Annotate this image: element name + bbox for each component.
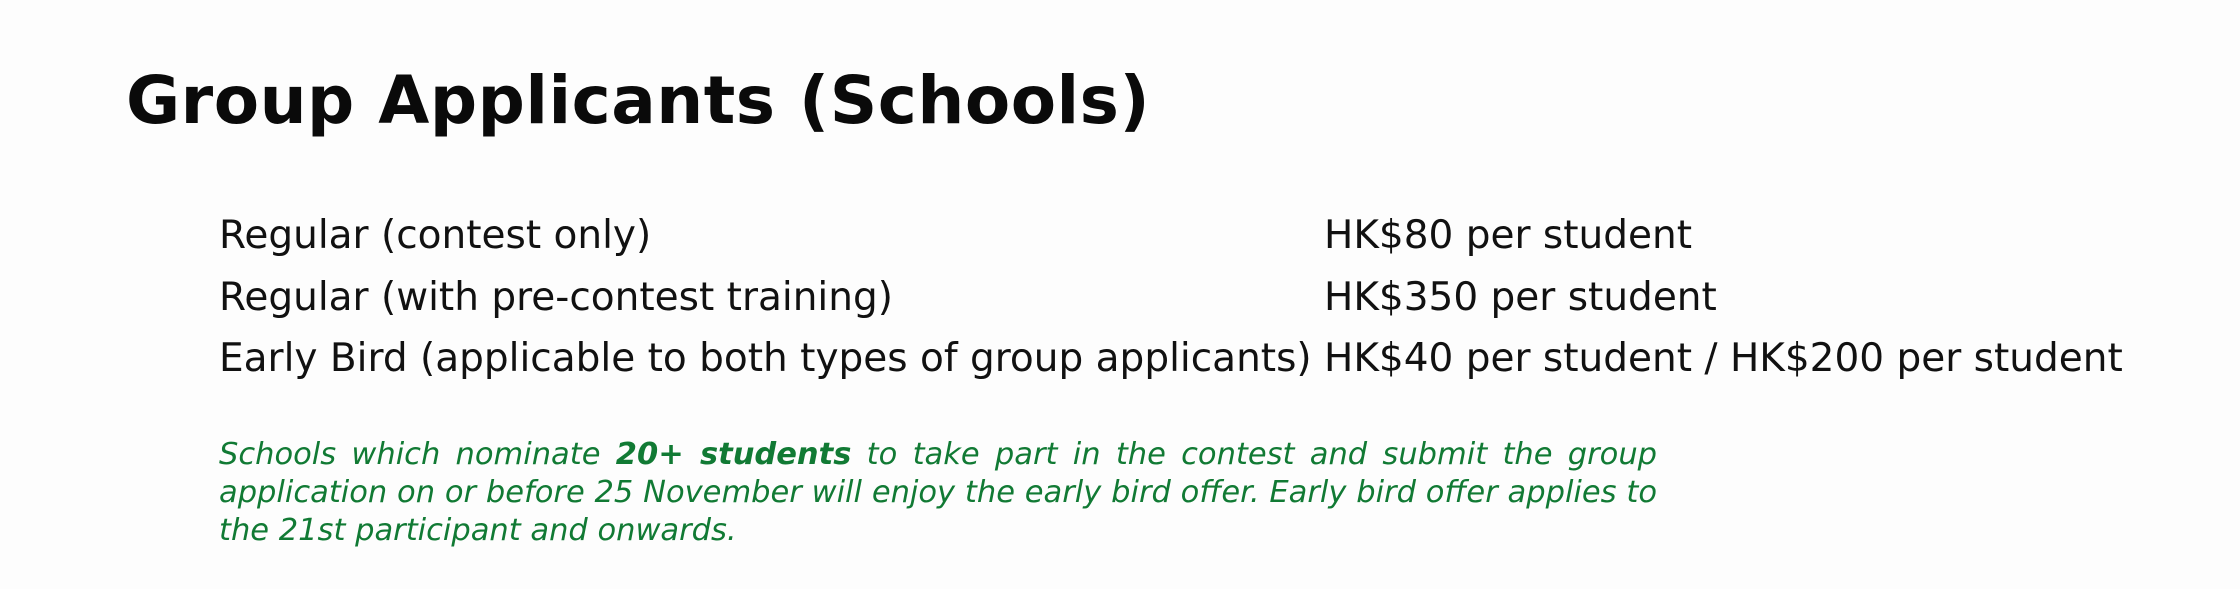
fee-label: Early Bird (applicable to both types of group applicants) [219,336,1312,381]
fee-price: HK$40 per student / HK$200 per student [1324,336,2123,381]
fee-price: HK$80 per student [1324,213,1693,258]
note-emphasis: 20+ students [615,437,852,472]
fee-table [219,205,2123,390]
note-text-after: to take part in the contest and submit the group application on or before 25 November will enjoy the early bird offer. Early bird offer applies to the 21st participant and onwards. [219,437,1658,548]
fee-label: Regular (contest only) [219,213,652,258]
fee-row-regular-contest [219,205,2119,267]
fee-price: HK$350 per student [1324,274,1717,320]
early-bird-note [219,436,1657,550]
fee-label: Regular (with pre-contest training) [219,274,893,320]
fee-row-regular-training [219,267,2119,329]
page-title: Group Applicants (Schools) [126,62,1151,139]
fee-row-early-bird [219,328,2123,390]
note-text-before: Schools which nominate [219,437,616,472]
